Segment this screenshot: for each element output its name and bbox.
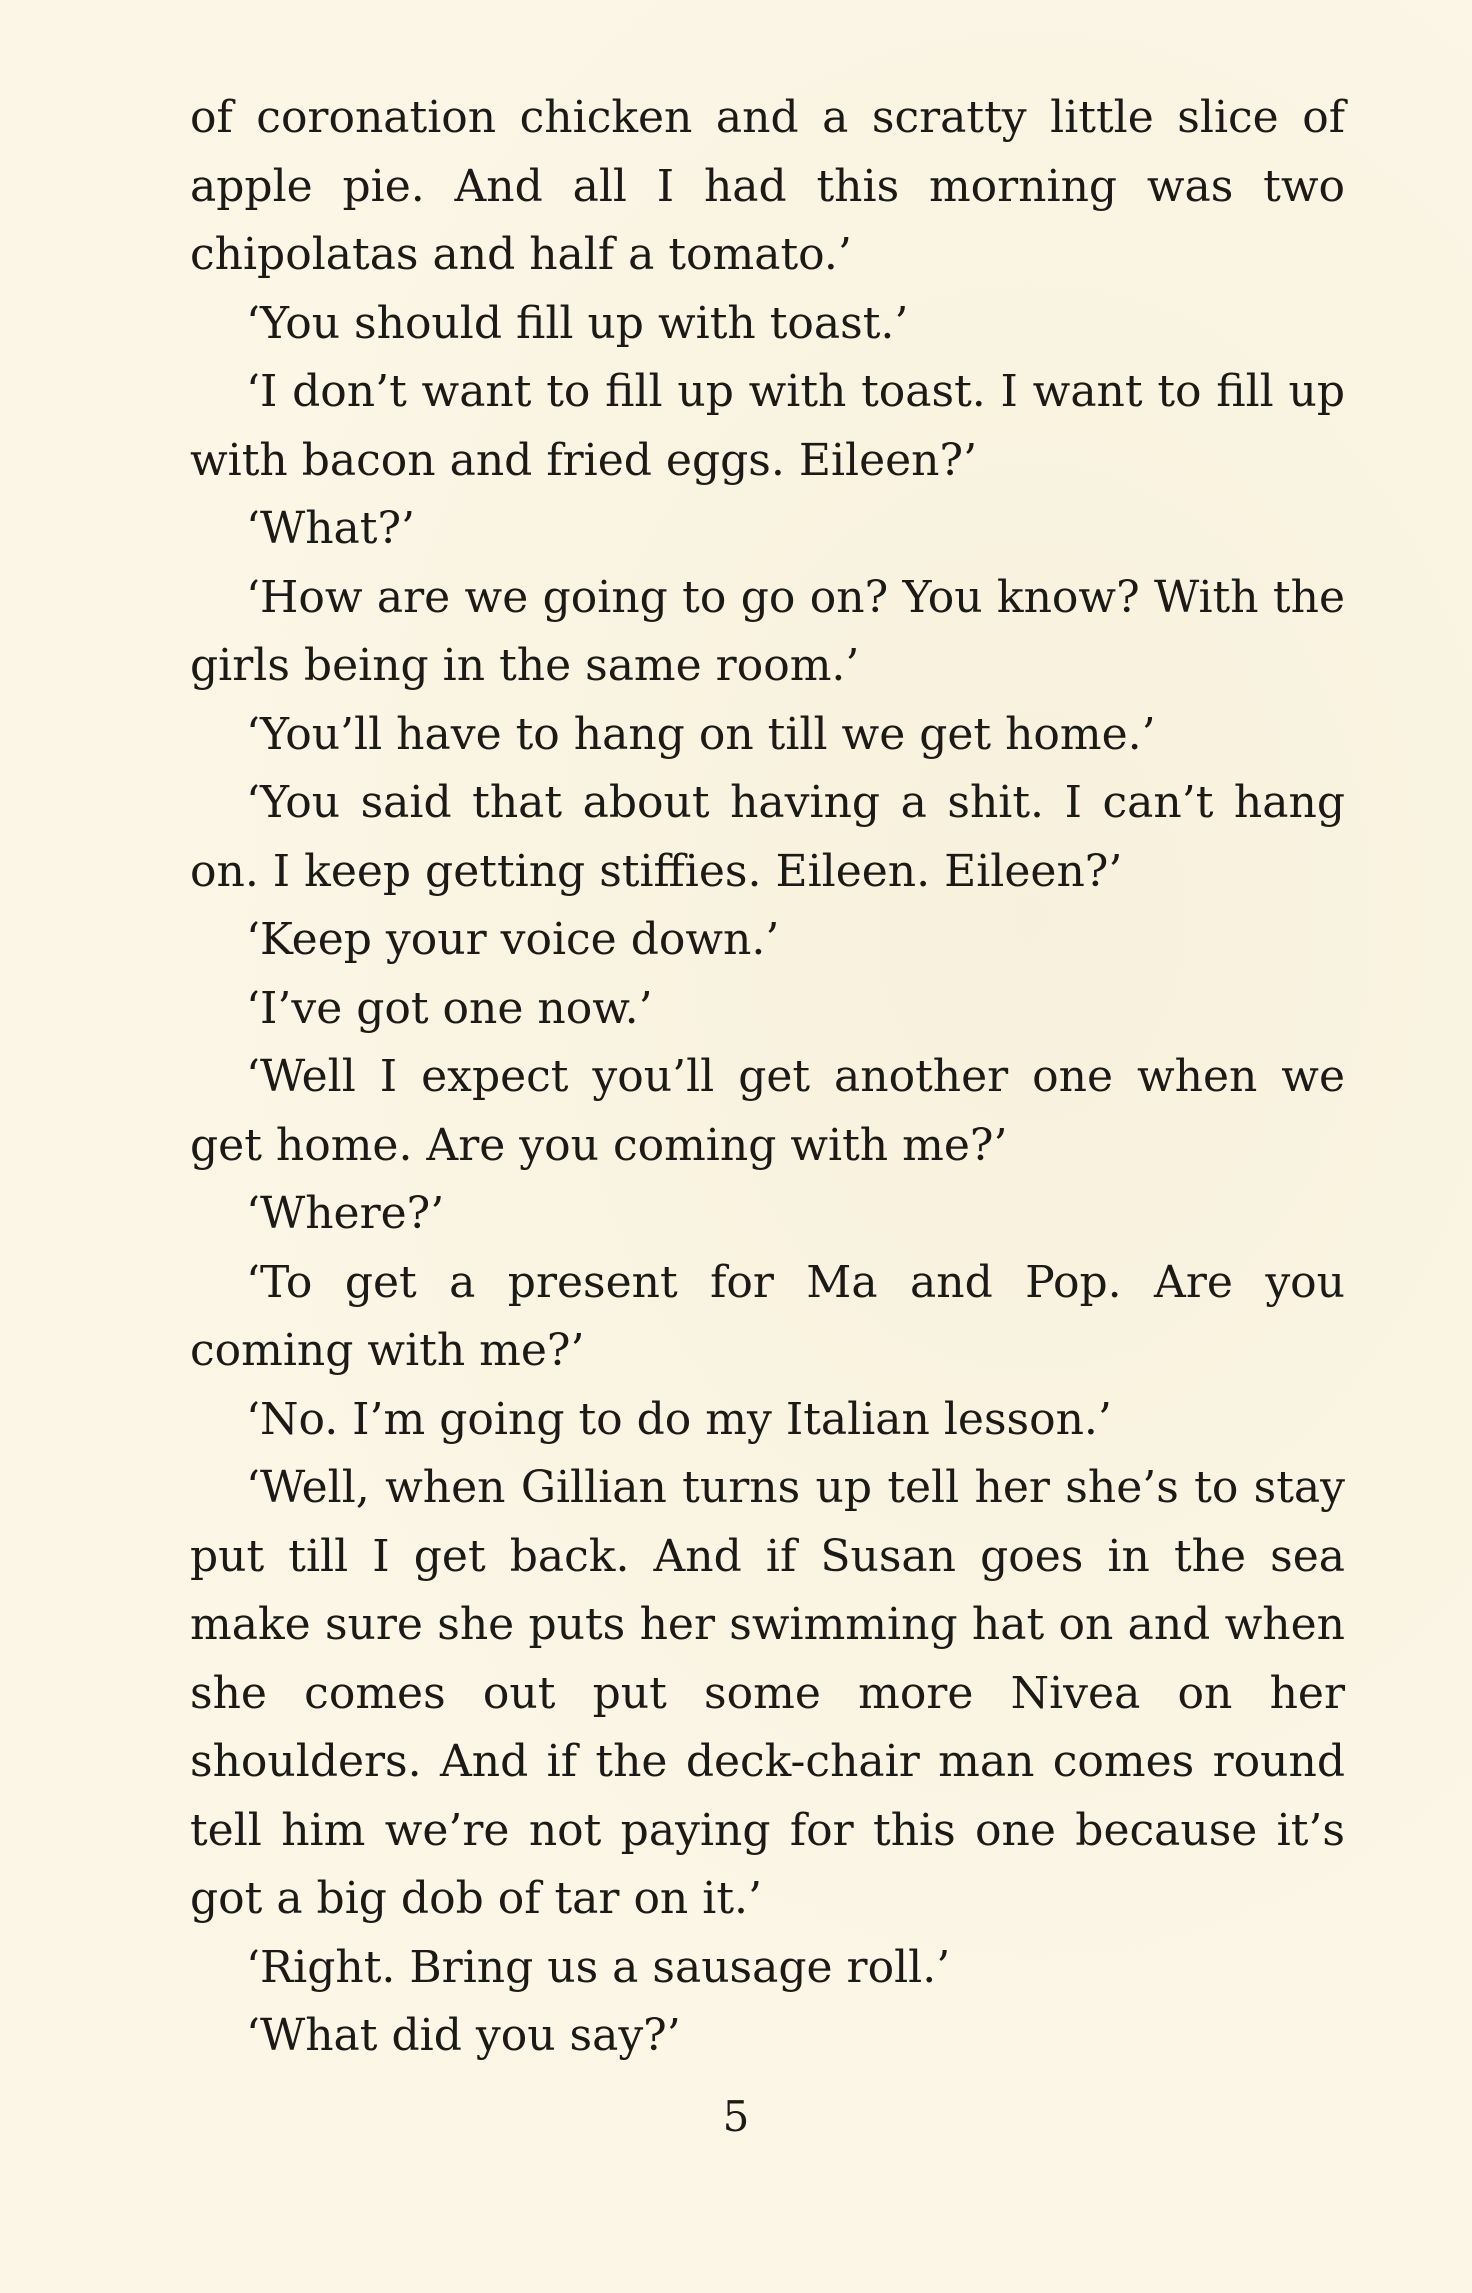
paragraph: ‘Well, when Gillian turns up tell her she’s to stay put till I get back. And if Susan goes in the sea make sure she puts her swimming hat on and when she comes out put some more Nivea on her shoulders. And if the deck-chair man comes round tell him we’re not paying for this one because it’s got a big dob of tar on it.’ <box>190 1462 1345 1924</box>
paragraph-continuation: of coronation chicken and a scratty little slice of apple pie. And all I had this morning was two chipolatas and half a tomato.’ <box>190 92 1345 280</box>
paragraph: ‘You said that about having a shit. I can’t hang on. I keep getting stiffies. Eileen. Eileen?’ <box>190 777 1345 897</box>
paragraph: ‘No. I’m going to do my Italian lesson.’ <box>246 1393 1112 1445</box>
paragraph: ‘You should fill up with toast.’ <box>246 297 909 349</box>
paragraph: ‘Well I expect you’ll get another one when we get home. Are you coming with me?’ <box>190 1051 1345 1171</box>
paragraph: ‘You’ll have to hang on till we get home.’ <box>246 708 1156 760</box>
paragraph: ‘I’ve got one now.’ <box>246 982 653 1034</box>
paragraph: ‘To get a present for Ma and Pop. Are you coming with me?’ <box>190 1256 1345 1376</box>
paragraph: ‘Keep your voice down.’ <box>246 914 780 965</box>
paragraph: ‘What did you say?’ <box>246 2010 681 2061</box>
paragraph: ‘What?’ <box>246 503 416 554</box>
body-text <box>190 84 1345 2071</box>
paragraph: ‘How are we going to go on? You know? With the girls being in the same room.’ <box>190 571 1345 691</box>
paragraph: ‘Right. Bring us a sausage roll.’ <box>246 1941 951 1993</box>
paragraph: ‘I don’t want to fill up with toast. I want to fill up with bacon and fried eggs. Eileen?’ <box>190 366 1345 486</box>
paragraph: ‘Where?’ <box>246 1188 445 1239</box>
page-number: 5 <box>722 2092 750 2141</box>
